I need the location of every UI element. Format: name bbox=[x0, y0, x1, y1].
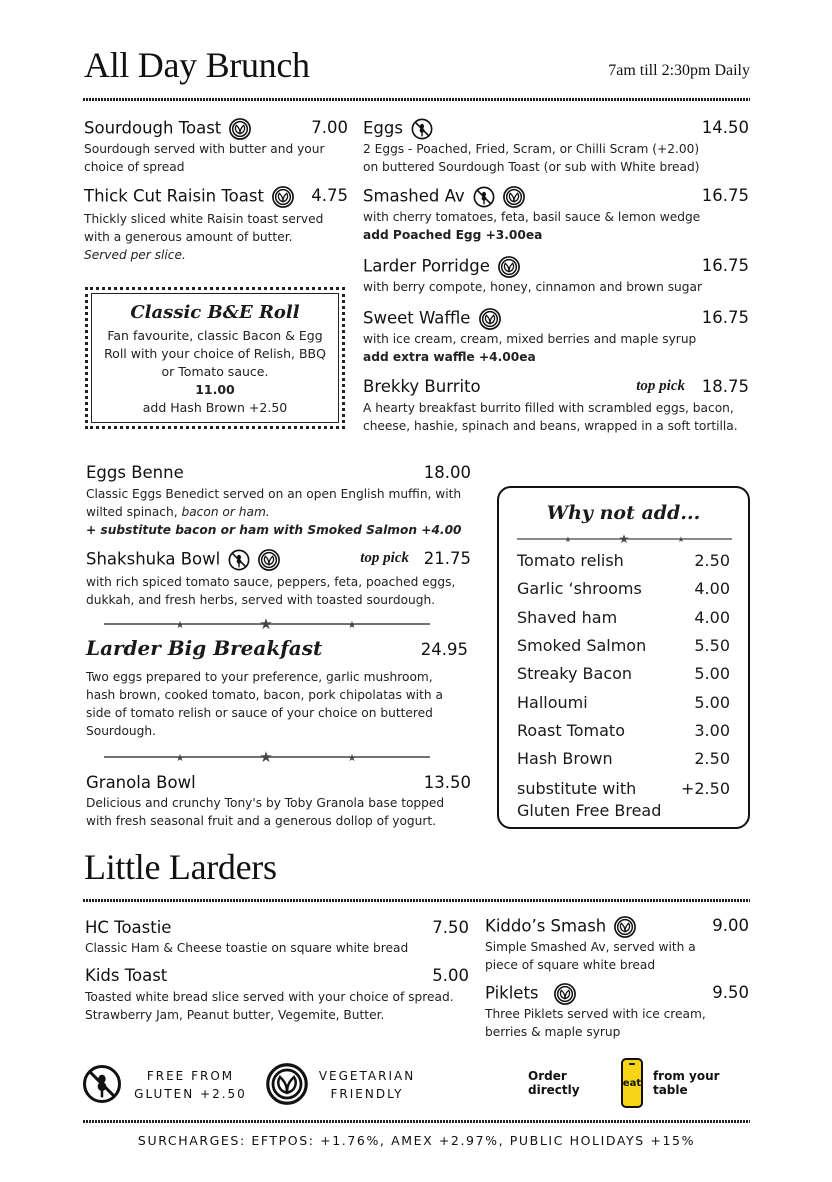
phone-notch bbox=[629, 1063, 635, 1065]
feature-box bbox=[85, 287, 345, 429]
vegetarian-icon bbox=[229, 118, 251, 140]
menu-item bbox=[363, 377, 749, 435]
menu-item bbox=[485, 916, 749, 974]
svg-text:★: ★ bbox=[175, 620, 185, 631]
item-name: Sourdough Toast bbox=[84, 118, 222, 138]
item-price: 9.00 bbox=[712, 916, 749, 935]
menu-item bbox=[363, 186, 749, 244]
divider bbox=[83, 1120, 750, 1123]
item-price: 16.75 bbox=[701, 256, 749, 275]
vegetarian-icon bbox=[498, 256, 520, 278]
addon-row: Smoked Salmon 5.50 bbox=[517, 636, 730, 655]
item-description: with cherry tomatoes, feta, basil sauce & lemon wedge bbox=[363, 210, 701, 224]
item-price: 16.75 bbox=[701, 186, 749, 205]
addon-row: substitute with Gluten Free Bread +2.50 bbox=[517, 779, 730, 820]
menu-item bbox=[86, 463, 471, 539]
addon-row: Roast Tomato 3.00 bbox=[517, 721, 730, 740]
svg-text:★: ★ bbox=[347, 620, 357, 631]
item-description: with berry compote, honey, cinnamon and brown sugar bbox=[363, 280, 702, 294]
item-addon: add Poached Egg +3.00ea bbox=[363, 228, 543, 242]
item-description: Delicious and crunchy Tony's by Toby Granola base topped with fresh seasonal fruit and a generous dollop of yogurt. bbox=[86, 796, 445, 828]
item-description: Sourdough served with butter and your choice of spread bbox=[84, 142, 325, 174]
section-title-kids: Little Larders bbox=[84, 847, 277, 887]
item-name: Eggs bbox=[363, 118, 403, 138]
opening-hours: 7am till 2:30pm Daily bbox=[608, 62, 750, 79]
item-description: Two eggs prepared to your preference, garlic mushroom, hash brown, cooked tomato, bacon, pork chipolatas with a side of tomato relish or sauce of your choice on buttered Sourdough. bbox=[86, 670, 443, 738]
item-price: 13.50 bbox=[423, 773, 471, 792]
item-price: 21.75 bbox=[423, 549, 471, 568]
item-description: with ice cream, cream, mixed berries and maple syrup bbox=[363, 332, 697, 346]
section-title-brunch: All Day Brunch bbox=[84, 45, 310, 85]
item-name: Eggs Benne bbox=[86, 463, 184, 482]
item-name: Brekky Burrito bbox=[363, 377, 481, 396]
phone-app-icon bbox=[621, 1058, 643, 1108]
item-description: A hearty breakfast burrito filled with scrambled eggs, bacon, cheese, hashie, spinach and beans, wrapped in a soft tortilla. bbox=[363, 401, 738, 433]
item-description: 2 Eggs - Poached, Fried, Scram, or Chilli Scram (+2.00) on buttered Sourdough Toast (or sub with White bread) bbox=[363, 142, 700, 174]
addon-row: Halloumi 5.00 bbox=[517, 693, 730, 712]
item-name: Smashed Av bbox=[363, 186, 465, 206]
addon-row: Hash Brown 2.50 bbox=[517, 749, 730, 768]
item-description: Simple Smashed Av, served with a piece of square white bread bbox=[485, 940, 696, 972]
item-price: 18.00 bbox=[423, 463, 471, 482]
order-text-after: from your table bbox=[652, 1069, 720, 1097]
menu-item bbox=[485, 983, 749, 1041]
surcharges-note: SURCHARGES: EFTPOS: +1.76%, AMEX +2.97%, PUBLIC HOLIDAYS +15% bbox=[137, 1133, 696, 1148]
legend-gluten-free: FREE FROM GLUTEN +2.50 bbox=[134, 1069, 247, 1101]
gluten-free-icon bbox=[228, 549, 250, 571]
menu-item bbox=[363, 118, 749, 176]
item-addon: + substitute bacon or ham with Smoked Salmon +4.00 bbox=[86, 523, 462, 537]
svg-text:★: ★ bbox=[677, 535, 685, 544]
addons-title: Why not add... bbox=[546, 502, 701, 524]
vegetarian-icon bbox=[266, 1063, 308, 1105]
addon-row: Garlic ‘shrooms 4.00 bbox=[517, 579, 730, 598]
svg-text:★: ★ bbox=[259, 617, 273, 631]
gluten-free-icon bbox=[473, 186, 495, 208]
item-description-italic: bacon or ham. bbox=[181, 505, 270, 519]
divider bbox=[83, 98, 750, 101]
feature-price: 11.00 bbox=[195, 382, 235, 397]
star-divider bbox=[517, 533, 732, 545]
feature-title: Classic B&E Roll bbox=[130, 302, 300, 323]
vegetarian-icon bbox=[272, 186, 294, 208]
divider bbox=[83, 899, 750, 902]
item-name: Larder Porridge bbox=[363, 256, 490, 276]
menu-item bbox=[363, 308, 749, 366]
item-name: Sweet Waffle bbox=[363, 308, 471, 328]
legend-vegetarian: VEGETARIAN FRIENDLY bbox=[318, 1069, 416, 1101]
svg-text:★: ★ bbox=[175, 753, 185, 764]
item-price: 4.75 bbox=[311, 186, 348, 205]
menu-item bbox=[363, 256, 749, 296]
addon-row: Tomato relish 2.50 bbox=[517, 551, 730, 570]
vegetarian-icon bbox=[258, 549, 280, 571]
addons-box bbox=[497, 486, 750, 829]
menu-item bbox=[86, 549, 471, 609]
item-price: 9.50 bbox=[712, 983, 749, 1002]
top-pick-tag: top pick bbox=[360, 550, 409, 566]
item-price: 5.00 bbox=[432, 966, 469, 985]
gluten-free-icon bbox=[82, 1064, 122, 1104]
item-name: Granola Bowl bbox=[86, 773, 196, 792]
item-name: Kids Toast bbox=[85, 966, 168, 985]
svg-text:★: ★ bbox=[618, 533, 630, 545]
item-price: 7.50 bbox=[432, 918, 469, 937]
menu-item-featured bbox=[86, 636, 468, 740]
vegetarian-icon bbox=[479, 308, 501, 330]
menu-item bbox=[86, 773, 471, 830]
feature-description: Fan favourite, classic Bacon & Egg Roll with your choice of Relish, BBQ or Tomato sauce. bbox=[104, 328, 326, 379]
order-app-promo bbox=[528, 1057, 750, 1109]
menu-item bbox=[84, 186, 348, 264]
item-name: Thick Cut Raisin Toast bbox=[84, 186, 264, 206]
item-description: Toasted white bread slice served with your choice of spread. Strawberry Jam, Peanut butter, Vegemite, Butter. bbox=[85, 990, 454, 1022]
svg-text:★: ★ bbox=[259, 750, 273, 764]
item-addon: add extra waffle +4.00ea bbox=[363, 350, 536, 364]
item-description: Classic Ham & Cheese toastie on square white bread bbox=[85, 941, 409, 955]
feature-extra: add Hash Brown +2.50 bbox=[142, 400, 288, 415]
star-divider bbox=[104, 617, 430, 631]
item-price: 16.75 bbox=[701, 308, 749, 327]
menu-item bbox=[85, 918, 469, 957]
vegetarian-icon bbox=[503, 186, 525, 208]
top-pick-tag: top pick bbox=[636, 378, 685, 394]
vegetarian-icon bbox=[554, 983, 576, 1005]
svg-text:★: ★ bbox=[347, 753, 357, 764]
item-description: Classic Eggs Benedict served on an open English muffin, with wilted spinach, bacon or ham. bbox=[86, 487, 462, 519]
item-price: 18.75 bbox=[701, 377, 749, 396]
item-name: Shakshuka Bowl bbox=[86, 549, 221, 569]
star-divider bbox=[104, 750, 430, 764]
item-name: Larder Big Breakfast bbox=[86, 636, 323, 660]
item-description: with rich spiced tomato sauce, peppers, feta, poached eggs, dukkah, and fresh herbs, served with toasted sourdough. bbox=[86, 575, 456, 607]
addon-row: Streaky Bacon 5.00 bbox=[517, 664, 730, 683]
addon-row: Shaved ham 4.00 bbox=[517, 608, 730, 627]
item-name: Kiddo’s Smash bbox=[485, 916, 607, 936]
item-name: Piklets bbox=[485, 983, 539, 1003]
menu-item bbox=[84, 118, 348, 176]
order-text-before: Order directly bbox=[528, 1069, 580, 1097]
menu-item bbox=[85, 966, 469, 1024]
svg-text:★: ★ bbox=[564, 535, 572, 544]
item-name: HC Toastie bbox=[85, 918, 172, 937]
app-logo: eat bbox=[622, 1077, 642, 1089]
gluten-free-icon bbox=[411, 118, 433, 140]
item-price: 7.00 bbox=[311, 118, 348, 137]
item-note: Served per slice. bbox=[84, 248, 186, 262]
item-description: Three Piklets served with ice cream, berries & maple syrup bbox=[485, 1007, 706, 1039]
vegetarian-icon bbox=[614, 916, 636, 938]
item-price: 24.95 bbox=[420, 640, 468, 659]
item-price: 14.50 bbox=[701, 118, 749, 137]
item-description: Thickly sliced white Raisin toast served with a generous amount of butter. bbox=[84, 212, 324, 244]
